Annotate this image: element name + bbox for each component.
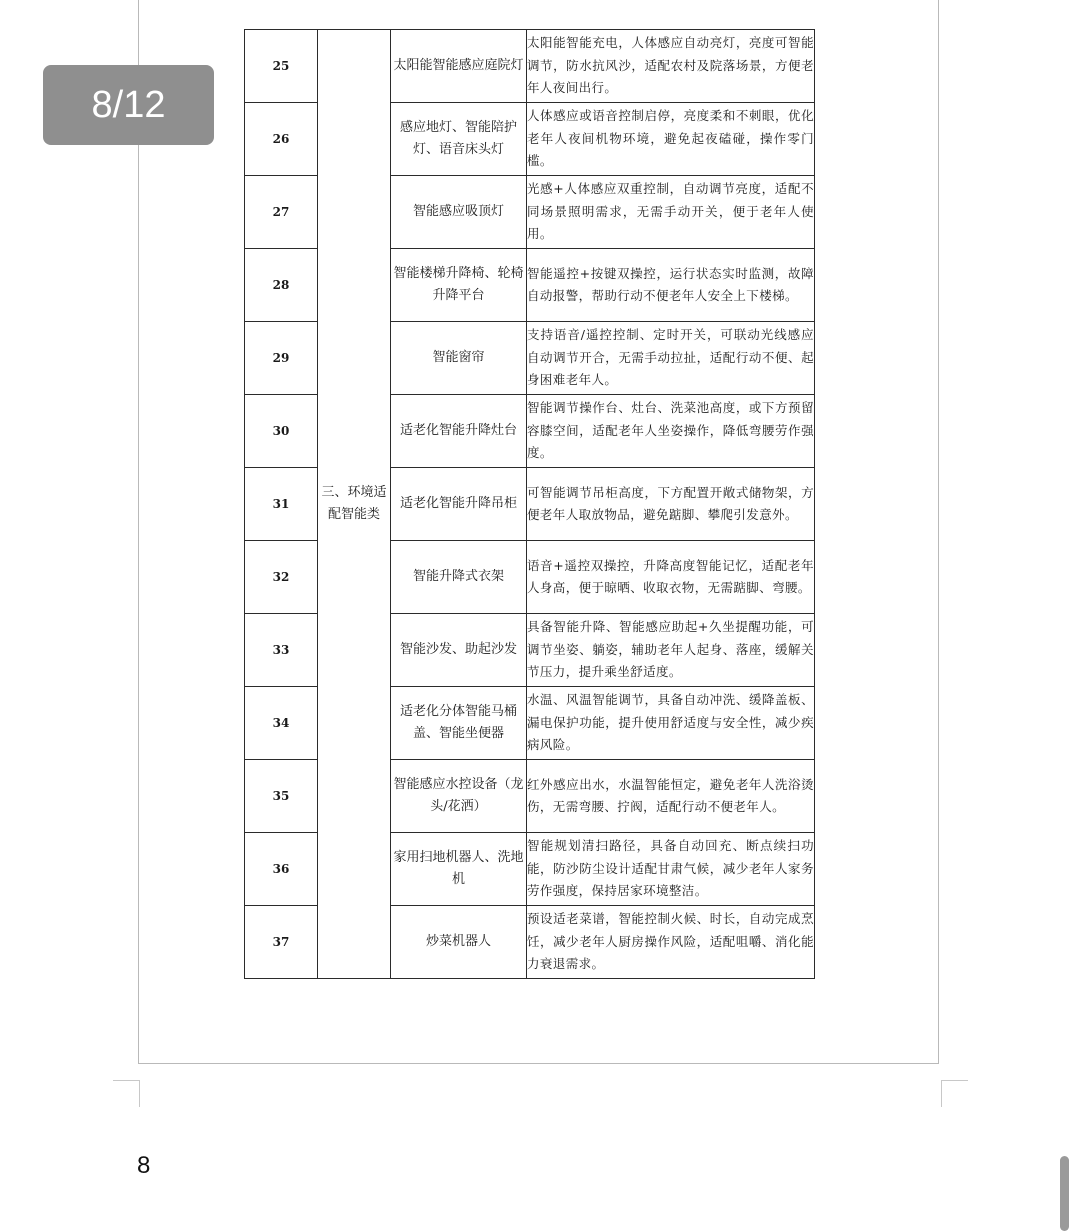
product-description: 智能规划清扫路径，具备自动回充、断点续扫功能，防沙防尘设计适配甘肃气候，减少老年人家务劳作强度，保持居家环境整洁。	[527, 833, 815, 906]
row-number: 28	[245, 249, 318, 322]
product-name: 家用扫地机器人、洗地机	[391, 833, 527, 906]
product-description: 太阳能智能充电，人体感应自动亮灯，亮度可智能调节，防水抗风沙，适配农村及院落场景，方便老年人夜间出行。	[527, 30, 815, 103]
page-corner-mark-right	[941, 1080, 968, 1107]
row-number: 35	[245, 760, 318, 833]
product-description: 智能遥控+按键双操控，运行状态实时监测，故障自动报警，帮助行动不便老年人安全上下楼梯。	[527, 249, 815, 322]
product-name: 感应地灯、智能陪护灯、语音床头灯	[391, 103, 527, 176]
product-description: 智能调节操作台、灶台、洗菜池高度，或下方预留容膝空间，适配老年人坐姿操作，降低弯腰劳作强度。	[527, 395, 815, 468]
row-number: 29	[245, 322, 318, 395]
product-table	[244, 29, 815, 979]
row-number: 31	[245, 468, 318, 541]
page-number: 8	[137, 1152, 151, 1179]
row-number: 34	[245, 687, 318, 760]
product-description: 预设适老菜谱，智能控制火候、时长，自动完成烹饪，减少老年人厨房操作风险，适配咀嚼、消化能力衰退需求。	[527, 906, 815, 979]
product-description: 支持语音/遥控控制、定时开关，可联动光线感应自动调节开合，无需手动拉扯，适配行动不便、起身困难老年人。	[527, 322, 815, 395]
row-number: 25	[245, 30, 318, 103]
product-description: 光感+人体感应双重控制，自动调节亮度，适配不同场景照明需求，无需手动开关，便于老年人使用。	[527, 176, 815, 249]
product-name: 智能感应吸顶灯	[391, 176, 527, 249]
product-name: 智能沙发、助起沙发	[391, 614, 527, 687]
table-row	[245, 30, 815, 103]
product-name: 太阳能智能感应庭院灯	[391, 30, 527, 103]
row-number: 30	[245, 395, 318, 468]
page-indicator-badge: 8/12	[43, 65, 214, 145]
row-number: 27	[245, 176, 318, 249]
scrollbar-thumb[interactable]	[1060, 1156, 1069, 1231]
product-description: 人体感应或语音控制启停，亮度柔和不刺眼，优化老年人夜间机物环境，避免起夜磕碰，操作零门槛。	[527, 103, 815, 176]
product-name: 智能升降式衣架	[391, 541, 527, 614]
product-name: 智能窗帘	[391, 322, 527, 395]
category-cell: 三、环境适配智能类	[318, 30, 391, 979]
row-number: 33	[245, 614, 318, 687]
row-number: 26	[245, 103, 318, 176]
product-name: 炒菜机器人	[391, 906, 527, 979]
product-name: 智能感应水控设备（龙头/花洒）	[391, 760, 527, 833]
product-name: 适老化分体智能马桶盖、智能坐便器	[391, 687, 527, 760]
product-name: 智能楼梯升降椅、轮椅升降平台	[391, 249, 527, 322]
product-description: 具备智能升降、智能感应助起+久坐提醒功能，可调节坐姿、躺姿，辅助老年人起身、落座，缓解关节压力，提升乘坐舒适度。	[527, 614, 815, 687]
product-name: 适老化智能升降吊柜	[391, 468, 527, 541]
page-corner-mark-left	[113, 1080, 140, 1107]
row-number: 36	[245, 833, 318, 906]
row-number: 32	[245, 541, 318, 614]
row-number: 37	[245, 906, 318, 979]
product-name: 适老化智能升降灶台	[391, 395, 527, 468]
product-description: 红外感应出水，水温智能恒定，避免老年人洗浴烫伤，无需弯腰、拧阀，适配行动不便老年人。	[527, 760, 815, 833]
product-description: 可智能调节吊柜高度，下方配置开敞式储物架，方便老年人取放物品，避免踮脚、攀爬引发意外。	[527, 468, 815, 541]
product-description: 语音+遥控双操控，升降高度智能记忆，适配老年人身高，便于晾晒、收取衣物，无需踮脚、弯腰。	[527, 541, 815, 614]
product-description: 水温、风温智能调节，具备自动冲洗、缓降盖板、漏电保护功能，提升使用舒适度与安全性，减少疾病风险。	[527, 687, 815, 760]
